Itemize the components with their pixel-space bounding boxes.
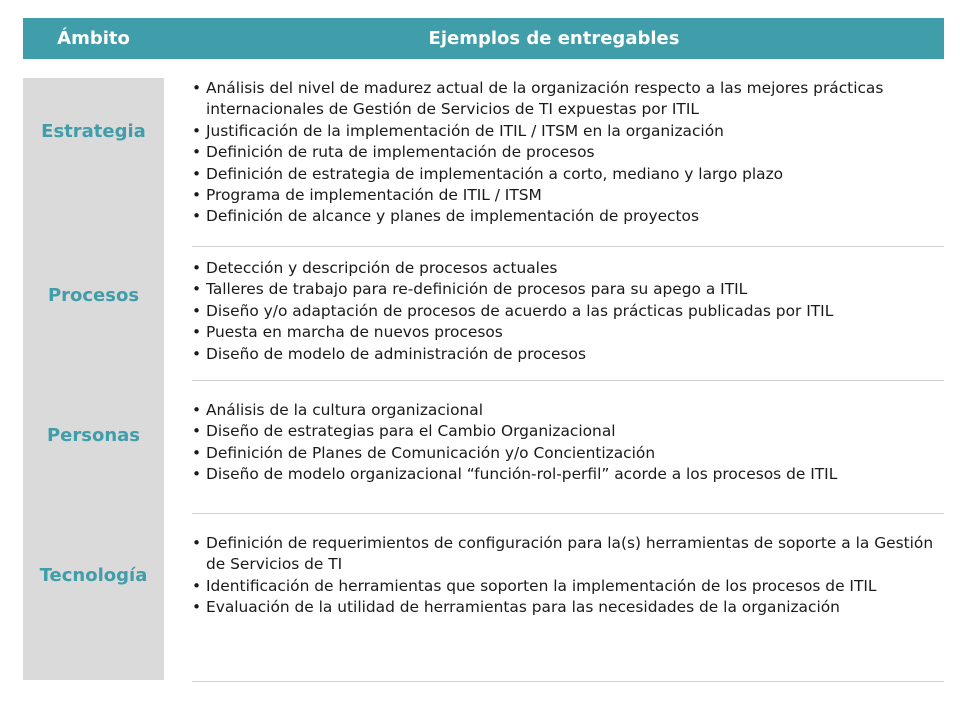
row-divider [192, 513, 944, 514]
list-item: • Análisis del nivel de madurez actual de la organización respecto a las mejores prácticas internacionales de Gestión de Servicios de TI expuestas por ITIL [192, 78, 944, 121]
scope-label-tecnologia: Tecnología [39, 565, 148, 586]
list-item: • Programa de implementación de ITIL / ITSM [192, 185, 944, 206]
deliverables-list-estrategia [192, 78, 944, 228]
scope-label-estrategia: Estrategia [41, 121, 146, 142]
list-item: • Detección y descripción de procesos actuales [192, 258, 944, 279]
list-item: • Identificación de herramientas que soporten la implementación de los procesos de ITIL [192, 576, 944, 597]
list-item: • Definición de alcance y planes de implementación de proyectos [192, 206, 944, 227]
list-item: • Definición de requerimientos de configuración para la(s) herramientas de soporte a la Gestión de Servicios de TI [192, 533, 944, 576]
list-item: • Diseño de estrategias para el Cambio Organizacional [192, 421, 944, 442]
row-divider [192, 246, 944, 247]
header-examples: Ejemplos de entregables [428, 28, 680, 49]
list-item: • Talleres de trabajo para re-definición de procesos para su apego a ITIL [192, 279, 944, 300]
row-divider [192, 380, 944, 381]
list-item: • Diseño de modelo organizacional “función-rol-perfil” acorde a los procesos de ITIL [192, 464, 944, 485]
scope-label-personas: Personas [46, 425, 141, 446]
deliverables-list-tecnologia [192, 533, 944, 619]
deliverables-list-procesos [192, 258, 944, 365]
list-item: • Diseño y/o adaptación de procesos de acuerdo a las prácticas publicadas por ITIL [192, 301, 944, 322]
row-divider [192, 681, 944, 682]
list-item: • Definición de Planes de Comunicación y/o Concientización [192, 443, 944, 464]
deliverables-list-personas [192, 400, 944, 486]
scope-column [23, 78, 164, 680]
list-item: • Puesta en marcha de nuevos procesos [192, 322, 944, 343]
list-item: • Diseño de modelo de administración de procesos [192, 344, 944, 365]
list-item: • Justificación de la implementación de ITIL / ITSM en la organización [192, 121, 944, 142]
header-scope: Ámbito [57, 28, 130, 49]
list-item: • Evaluación de la utilidad de herramientas para las necesidades de la organización [192, 597, 944, 618]
table-header [23, 18, 944, 59]
list-item: • Definición de estrategia de implementación a corto, mediano y largo plazo [192, 164, 944, 185]
list-item: • Definición de ruta de implementación de procesos [192, 142, 944, 163]
scope-label-procesos: Procesos [47, 285, 140, 306]
list-item: • Análisis de la cultura organizacional [192, 400, 944, 421]
